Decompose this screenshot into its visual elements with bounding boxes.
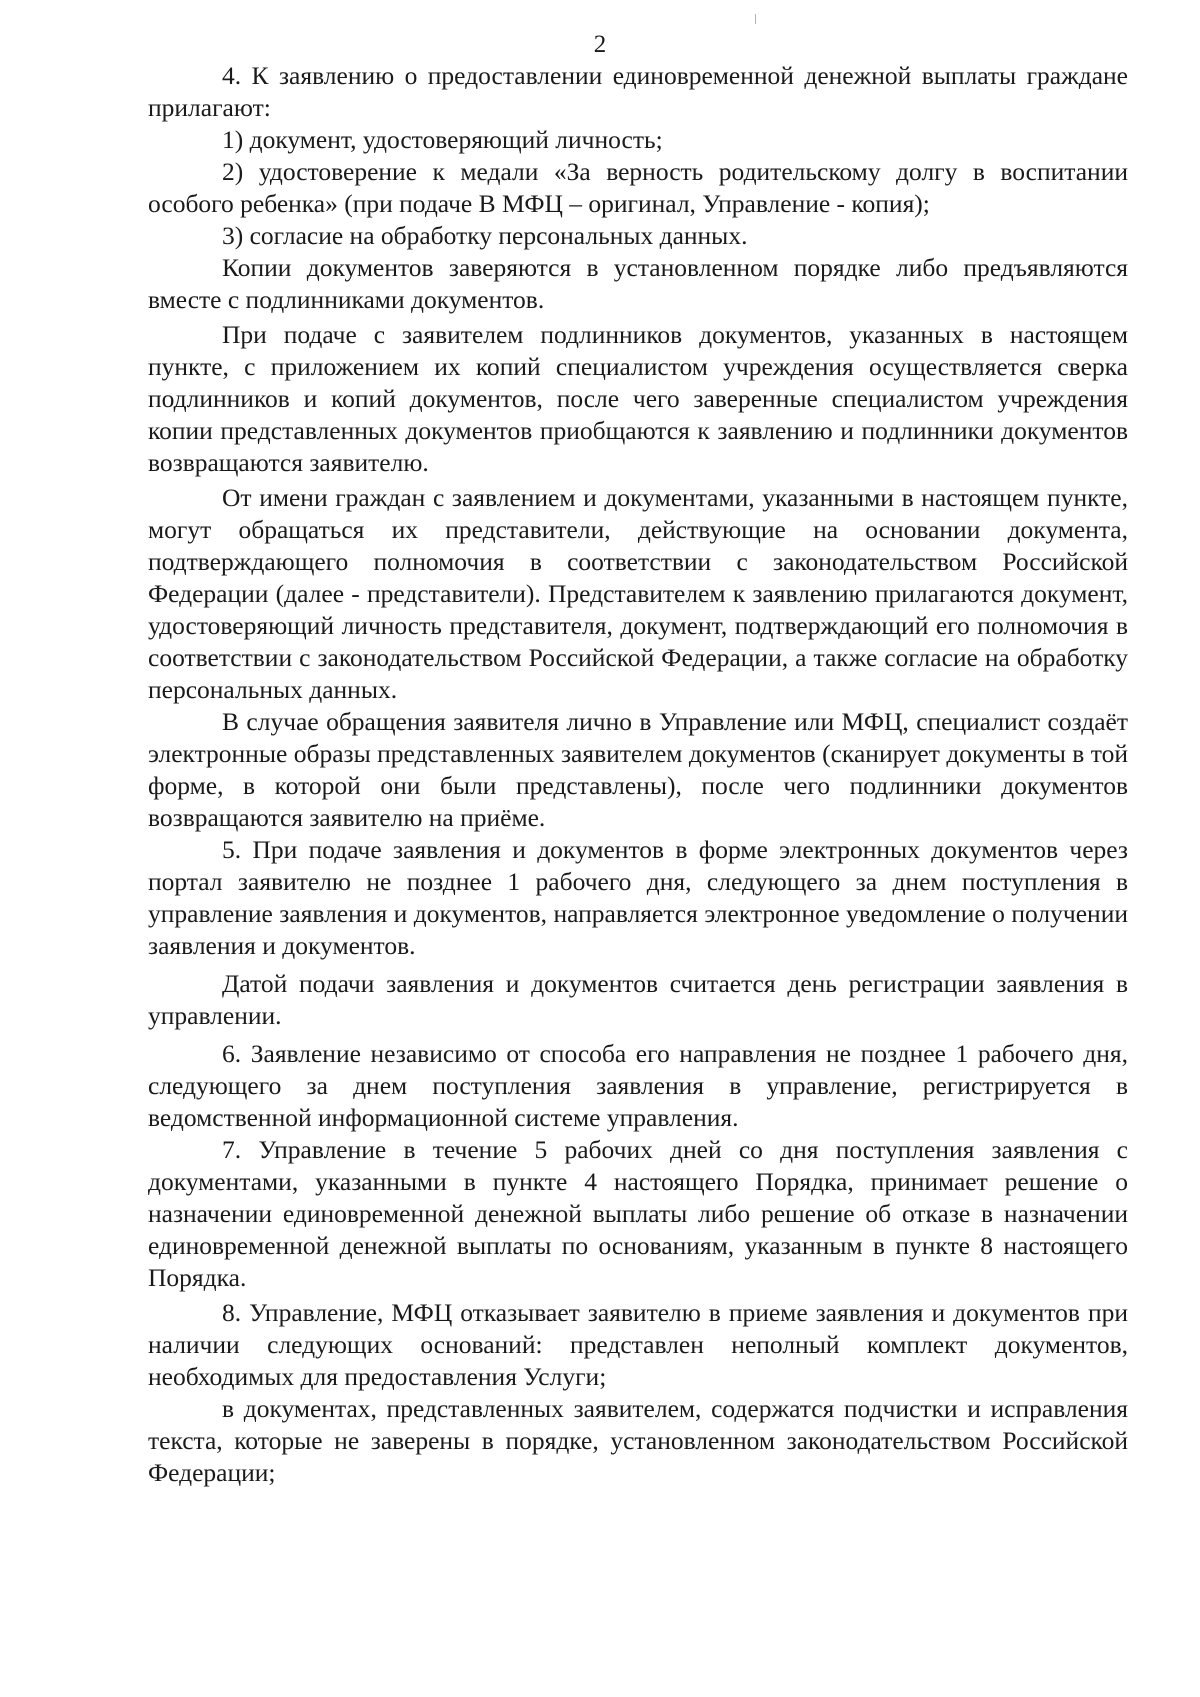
paragraph-8-corrections: в документах, представленных заявителем, содержатся подчистки и исправления текста, которые не заверены в порядке, установленном законодательством Российской Федерации; [148, 1394, 1128, 1487]
paragraph-8: 8. Управление, МФЦ отказывает заявителю в приеме заявления и документов при наличии следующих оснований: представлен неполный комплект документов, необходимых для предоставления Услуги; [148, 1298, 1128, 1391]
paragraph-originals: При подаче с заявителем подлинников документов, указанных в настоящем пункте, с приложением их копий специалистом учреждения осуществляется сверка подлинников и копий документов, после чего заверенные специалистом учреждения копии представленных документов приобщаются к заявлению и подлинники документов возвращаются заявителю. [148, 320, 1128, 477]
paragraph-filing-date: Датой подачи заявления и документов считается день регистрации заявления в управлении. [148, 969, 1128, 1030]
document-body [148, 60, 1128, 1489]
list-item-3: 3) согласие на обработку персональных данных. [222, 221, 748, 250]
page-number: 2 [593, 31, 607, 58]
paragraph-electronic-images: В случае обращения заявителя лично в Управление или МФЦ, специалист создаёт электронные образы представленных заявителем документов (сканирует документы в той форме, в которой они были представлены), после чего подлинники документов возвращаются заявителю на приёме. [148, 707, 1128, 832]
paragraph-4-intro: 4. К заявлению о предоставлении единовременной денежной выплаты граждане прилагают: [148, 61, 1128, 122]
scan-mark [755, 14, 756, 24]
paragraph-5: 5. При подаче заявления и документов в форме электронных документов через портал заявителю не позднее 1 рабочего дня, следующего за днем поступления в управление заявления и документов, направляется электронное уведомление о получении заявления и документов. [148, 835, 1128, 960]
paragraph-7: 7. Управление в течение 5 рабочих дней со дня поступления заявления с документами, указанными в пункте 4 настоящего Порядка, принимает решение о назначении единовременной денежной выплаты либо решение об отказе в назначении единовременной денежной выплаты по основаниям, указанным в пункте 8 настоящего Порядка. [148, 1135, 1128, 1292]
list-item-2: 2) удостоверение к медали «За верность родительскому долгу в воспитании особого ребенка» (при подаче В МФЦ – оригинал, Управление - копия); [148, 157, 1128, 218]
list-item-1: 1) документ, удостоверяющий личность; [222, 125, 663, 154]
paragraph-6: 6. Заявление независимо от способа его направления не позднее 1 рабочего дня, следующего за днем поступления заявления в управление, регистрируется в ведомственной информационной системе управления. [148, 1039, 1128, 1132]
paragraph-representatives: От имени граждан с заявлением и документами, указанными в настоящем пункте, могут обращаться их представители, действующие на основании документа, подтверждающего полномочия в соответствии с законодательством Российской Федерации (далее - представители). Представителем к заявлению прилагаются документ, удостоверяющий личность представителя, документ, подтверждающий его полномочия в соответствии с законодательством Российской Федерации, а также согласие на обработку персональных данных. [148, 483, 1128, 704]
paragraph-copies: Копии документов заверяются в установленном порядке либо предъявляются вместе с подлинниками документов. [148, 253, 1128, 314]
